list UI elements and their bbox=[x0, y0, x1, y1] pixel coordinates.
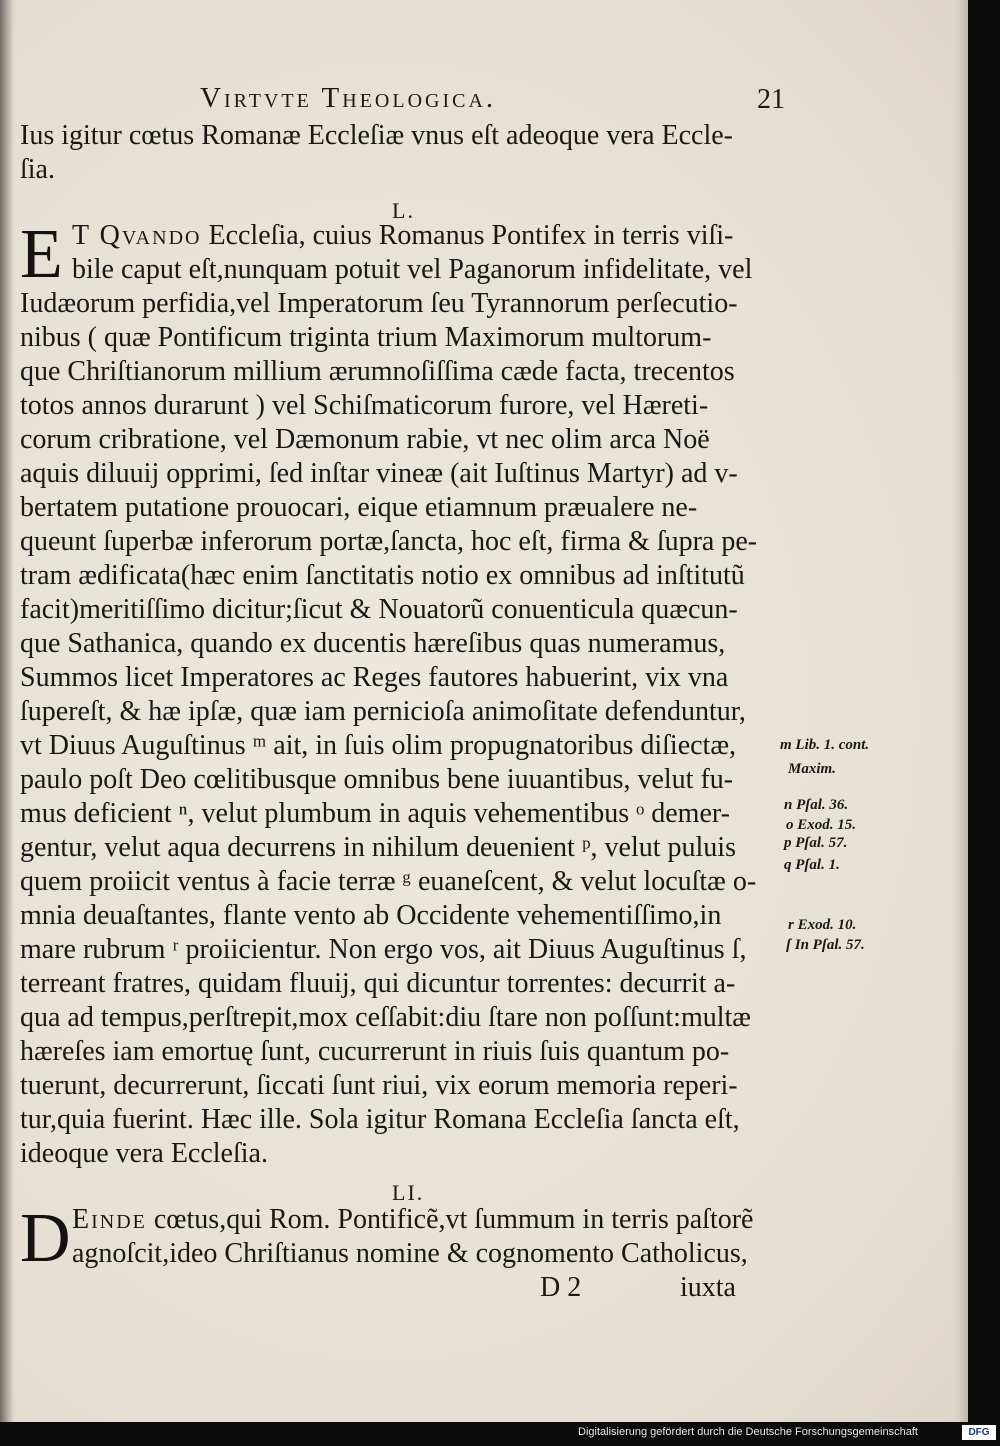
dropcap-E: E bbox=[20, 216, 63, 293]
footer-credit: Digitalisierung gefördert durch die Deutsche Forschungsgemeinschaft bbox=[578, 1426, 918, 1438]
margin-note: n Pſal. 36. bbox=[784, 797, 849, 813]
text-line: agnoſcit,ideo Chriſtianus nomine & cognomento Catholicus, bbox=[72, 1238, 748, 1269]
text-line: bile caput eſt,nunquam potuit vel Paganorum infidelitate, vel bbox=[72, 254, 753, 285]
text-line: que Chriſtianorum millium ærumnoſiſſima cæde facta, trecentos bbox=[20, 356, 735, 387]
text-line: gentur, velut aqua decurrens in nihilum deuenient ᵖ, velut puluis bbox=[20, 832, 736, 863]
section-number-LI: LI. bbox=[392, 1180, 425, 1205]
signature-mark: D 2 bbox=[540, 1272, 582, 1303]
text-line: mnia deuaſtantes, flante vento ab Occidente vehementiſſimo,in bbox=[20, 900, 722, 931]
text-line: qua ad tempus,perſtrepit,mox ceſſabit:diu ſtare non poſſunt:multæ bbox=[20, 1002, 751, 1033]
text-line: que Sathanica, quando ex ducentis hæreſibus quas numeramus, bbox=[20, 628, 726, 659]
section-li-line-0 bbox=[72, 1206, 753, 1238]
page-number: 21 bbox=[757, 84, 785, 115]
margin-note: r Exod. 10. bbox=[788, 917, 857, 933]
margin-note: o Exod. 15. bbox=[786, 817, 857, 833]
intro-line: ſia. bbox=[20, 154, 55, 185]
text-line: tram ædificata(hæc enim ſanctitatis notio ex omnibus ad inſtitutũ bbox=[20, 560, 745, 591]
intro-line: Ius igitur cœtus Romanæ Eccleſiæ vnus eſt adeoque vera Eccle- bbox=[20, 120, 734, 151]
text-line: totos annos durarunt ) vel Schiſmaticorum furore, vel Hæreti- bbox=[20, 390, 709, 421]
text-line: bertatem putatione prouocari, eique etiamnum præualere ne- bbox=[20, 492, 698, 523]
catchword: iuxta bbox=[680, 1272, 736, 1303]
margin-note: m Lib. 1. cont. bbox=[780, 737, 870, 753]
running-title: Virtvte Theologica. bbox=[200, 82, 497, 114]
text-line: aquis diluuij opprimi, ſed inſtar vineæ (ait Iuſtinus Martyr) ad v- bbox=[20, 458, 738, 489]
text-line: paulo poſt Deo cœlitibusque omnibus bene iuuantibus, velut fu- bbox=[20, 764, 734, 795]
text-line: quem proiicit ventus à facie terræ ᵍ euaneſcent, & velut locuſtæ o- bbox=[20, 866, 757, 897]
opening-words: Einde bbox=[72, 1204, 147, 1235]
text-line: terreant fratres, quidam fluuij, qui dicuntur torrentes: decurrit a- bbox=[20, 968, 736, 999]
section-l-line-0 bbox=[72, 222, 733, 254]
text-line: queunt ſuperbæ inferorum portæ,ſancta, hoc eſt, firma & ſupra pe- bbox=[20, 526, 758, 557]
margin-note: Maxim. bbox=[788, 761, 836, 777]
text-line: corum cribratione, vel Dæmonum rabie, vt nec olim arca Noë bbox=[20, 424, 710, 455]
text-line: tuerunt, decurrerunt, ſiccati ſunt riui, vix eorum memoria reperi- bbox=[20, 1070, 738, 1101]
text-line: Summos licet Imperatores ac Reges fautores habuerint, vix vna bbox=[20, 662, 729, 693]
page-gutter-shadow bbox=[0, 0, 14, 1422]
text-line: mare rubrum ʳ proiicientur. Non ergo vos, ait Diuus Auguſtinus ſ, bbox=[20, 934, 747, 965]
text-line: facit)meritiſſimo dicitur;ſicut & Nouatorũ conuenticula quæcun- bbox=[20, 594, 738, 625]
text-line: ſupereſt, & hæ ipſæ, quæ iam pernicioſa animoſitate defenduntur, bbox=[20, 696, 746, 727]
dfg-logo: DFG bbox=[962, 1425, 996, 1440]
text-line: Iudæorum perfidia,vel Imperatorum ſeu Tyrannorum perſecutio- bbox=[20, 288, 738, 319]
text-line: vt Diuus Auguſtinus ᵐ ait, in ſuis olim propugnatoribus diſiectæ, bbox=[20, 730, 737, 761]
margin-note: q Pſal. 1. bbox=[784, 857, 840, 873]
text-line: ideoque vera Eccleſia. bbox=[20, 1138, 268, 1169]
text-line: nibus ( quæ Pontificum triginta trium Maximorum multorum- bbox=[20, 322, 712, 353]
line-text: Eccleſia, cuius Romanus Pontifex in terris viſi- bbox=[208, 220, 734, 251]
dropcap-D: D bbox=[20, 1200, 71, 1277]
text-line: hæreſes iam emortuę ſunt, cucurrerunt in riuis ſuis quantum po- bbox=[20, 1036, 730, 1067]
margin-note: ſ In Pſal. 57. bbox=[786, 937, 865, 953]
text-line: tur,quia fuerint. Hæc ille. Sola igitur Romana Eccleſia ſancta eſt, bbox=[20, 1104, 740, 1135]
line-text: cœtus,qui Rom. Pontificẽ,vt ſummum in terris paſtorẽ bbox=[153, 1204, 754, 1235]
page-edge bbox=[952, 0, 968, 1422]
section-number-L: L. bbox=[392, 198, 415, 223]
opening-words: T Qvando bbox=[72, 220, 202, 251]
text-line: mus deficient ⁿ, velut plumbum in aquis vehementibus ᵒ demer- bbox=[20, 798, 730, 829]
margin-note: p Pſal. 57. bbox=[784, 835, 848, 851]
